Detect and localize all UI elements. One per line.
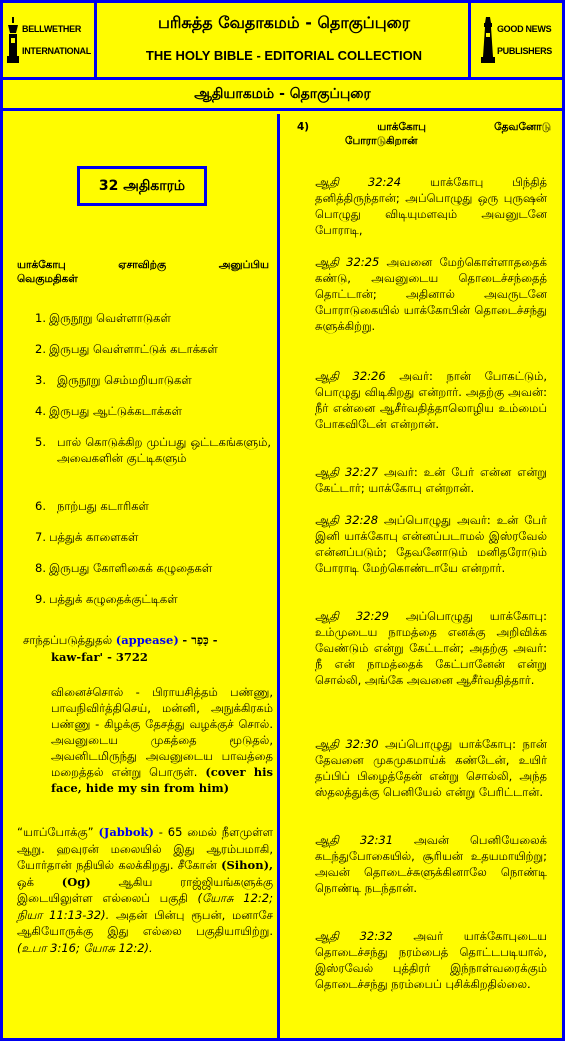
lighthouse-icon	[481, 17, 495, 63]
wrestling-heading: 4) யாக்கோபு தேவனோடு போராடுகிறான்	[297, 121, 551, 147]
gift-heading-line2: வெகுமதிகள்	[17, 273, 78, 285]
bellwether-logo	[3, 3, 97, 77]
gift-heading-line1: யாக்கோபு ஏசாவிற்கு அனுப்பிய	[17, 259, 269, 271]
chapter-heading: 32 அதிகாரம்	[77, 166, 207, 206]
appease-definition	[23, 632, 273, 666]
verse: ஆதி 32:28 அப்பொழுது அவர்: உன் பேர் இனி யாக்கோபு என்னப்படாமல் இஸ்ரவேல் என்னப்படும்; தேவனோடும் மனிதரோடும் போராடி மேற்கொண்டாயே என்றார்.	[315, 513, 547, 575]
appease-meaning: வினைச்சொல் - பிராயசித்தம் பண்ணு, பாவநிவிர்த்திசெய், மன்னி, அநுக்கிரகம் பண்ணு - கிழக்கு தேசத்து வழக்குச் சொல். அவனுடைய முகத்தை மூடுதல், அவனிடமிருந்து அவனுடைய பாவத்தை மறைத்தல் என்று பொருள். (cover his face, hide my sin from him)	[51, 685, 274, 795]
verse-ref: ஆதி 32:28	[315, 513, 379, 527]
right-column	[283, 114, 562, 1038]
jabbok-note: “யாப்போக்கு” (Jabbok) - 65 மைல் நீளமுள்ள ஆறு. ஹவுரன் மலையில் இது ஆரம்பமாகி, யோர்தான் நதியில் கலக்கிறது. சீகோன் (Sihon), ஒக் (Og) ஆகிய ராஜ்ஜியங்களுக்கு இடையிலுள்ள எல்லைப் பகுதி (யோசு 12:2; நியா 11:13-32). அதன் பின்பு ரூபன், மனாசே ஆகியோருக்கு இது எல்லை பகுதியாயிற்று. (உபா 3:16; யோசு 12:2).	[17, 825, 274, 955]
logo-left-line2: INTERNATIONAL	[22, 46, 91, 56]
title-tamil: பரிசுத்த வேதாகமம் - தொகுப்புரை	[157, 13, 411, 32]
appease-word: (appease)	[115, 633, 179, 647]
good-news-logo	[468, 3, 562, 77]
jabbok-ref-2: (உபா 3:16; யோசு 12:2).	[17, 940, 153, 955]
book-title: ஆதியாகமம் - தொகுப்புரை	[3, 77, 562, 111]
header	[3, 3, 562, 77]
appease-transliteration: kaw-far' - 3722	[51, 650, 148, 664]
title-block	[100, 3, 468, 77]
verse: ஆதி 32:29 அப்பொழுது யாக்கோபு: உம்முடைய நாமத்தை எனக்கு அறிவிக்க வேண்டும் என்று கேட்டான்; அதற்கு அவர்: நீ என் நாமத்தைக் கேட்பானேன் என்று சொல்லி, அங்கே அவனை ஆசீர்வதித்தார்.	[315, 609, 547, 687]
gift-heading	[17, 258, 269, 286]
verse-ref: ஆதி 32:29	[315, 609, 389, 623]
verse: ஆதி 32:24 யாக்கோபு பிந்தித் தனித்திருந்தான்; அப்பொழுது ஒரு புருஷன் பொழுது விடியுமளவும் அவனுடனே போராடி,	[315, 175, 548, 237]
logo-left-line1: BELLWETHER	[22, 24, 82, 34]
verse: ஆதி 32:31 அவன் பெனியேலைக் கடந்துபோகையில், சூரியன் உதயமாயிற்று; அவன் தொடைச்சுளுக்கினாலே நொண்டி நொண்டி நடந்தான்.	[315, 833, 548, 895]
verse-ref: ஆதி 32:30	[315, 737, 379, 751]
jabbok-ref-1: (யோசு 12:2; நியா 11:13-32).	[17, 891, 273, 922]
left-column: 32 அதிகாரம் யாக்கோபு ஏசாவிற்கு அனுப்பிய வெகுமதிகள் 1. இருநூறு வெள்ளாடுகள் 2. இருபது வெள்ளாட்டுக் கடாக்கள் 3. இருநூறு செம்மறியாடுகள் 4. இருபது ஆட்டுக்கடாக்கள் 5. பால் கொடுக்கிற முப்பது ஒட்டகங்களும், அவைகளின் குட்டிகளும் 6. நாற்பது கடாரிகள் 7. பத்துக் காளைகள் 8. இருபது கோளிகைக் கழுதைகள் 9. பத்துக் கழுதைக்குட்டிகள் சாந்தப்படுத்துதல் (appease) - כָּפַר - kaw-far' - 3722 வினைச்சொல் - பிராயசித்தம் பண்ணு, பாவநிவிர்த்திசெய், மன்னி, அநுக்கிரகம் பண்ணு - கிழக்கு தேசத்து வழக்குச் சொல். அவனுடைய முகத்தை மூடுதல், அவனிடமிருந்து அவனுடைய பாவத்தை மறைத்தல் என்று பொருள். (cover his face, hide my sin from him) “யாப்போக்கு” (Jabbok) - 65 மைல் நீளமுள்ள ஆறு. ஹவுரன் மலையில் இது ஆரம்பமாகி, யோர்தான் நதியில் கலக்கிறது. சீகோன் (Sihon), ஒக் (Og) ஆகிய ராஜ்ஜியங்களுக்கு இடையிலுள்ள எல்லைப் பகுதி (யோசு 12:2; நியா 11:13-32). அதன் பின்பு ரூபன், மனாசே ஆகியோருக்கு இது எல்லை பகுதியாயிற்று. (உபா 3:16; யோசு 12:2).	[3, 114, 280, 1038]
logo-right-line2: PUBLISHERS	[496, 46, 552, 56]
logo-right-line1: GOOD NEWS	[496, 24, 552, 34]
verse-ref: ஆதி 32:26	[315, 369, 386, 383]
verse-ref: ஆதி 32:24	[315, 175, 402, 189]
sihon-word: (Sihon),	[221, 858, 274, 872]
bell-tower-icon	[6, 17, 20, 63]
verse: ஆதி 32:32 அவர் யாக்கோபுடைய தொடைச்சந்து நரம்பைத் தொட்டபடியால், இஸ்ரவேல் புத்திரர் இந்நாள்வரைக்கும் தொடைச்சந்து நரம்பைப் புசிக்கிறதில்லை.	[315, 929, 547, 991]
verse-ref: ஆதி 32:31	[315, 833, 394, 847]
og-word: (Og)	[61, 874, 91, 889]
verse: ஆதி 32:27 அவர்: உன் பேர் என்ன என்று கேட்டார்; யாக்கோபு என்றான்.	[315, 465, 548, 495]
verse-ref: ஆதி 32:25	[315, 255, 380, 269]
verse: ஆதி 32:25 அவனை மேற்கொள்ளாததைக் கண்டு, அவனுடைய தொடைச்சந்தைத் தொட்டான்; அதினால் அவருடனே போராடுகையில் யாக்கோபின் தொடைச்சந்து சுளுக்கிற்று.	[315, 255, 547, 333]
appease-hebrew: - כָּפַר -	[182, 633, 218, 647]
appease-prefix: சாந்தப்படுத்துதல்	[23, 633, 113, 647]
title-english: THE HOLY BIBLE - EDITORIAL COLLECTION	[145, 48, 423, 63]
verse: ஆதி 32:30 அப்பொழுது யாக்கோபு: நான் தேவனை முகமுகமாய்க் கண்டேன், உயிர் தப்பிப் பிழைத்தேன் என்று சொல்லி, அந்த ஸ்தலத்துக்கு பெனியேல் என்று பேரிட்டான்.	[315, 737, 547, 799]
verse-ref: ஆதி 32:27	[315, 465, 379, 479]
verse: ஆதி 32:26 அவர்: நான் போகட்டும், பொழுது விடிகிறது என்றார். அதற்கு அவன்: நீர் என்னை ஆசீர்வதித்தாலொழிய உம்மைப் போகவிடேன் என்றான்.	[315, 369, 548, 431]
appease-meaning-english: (cover his face, hide my sin from him)	[51, 765, 274, 795]
heading-number: 4)	[297, 121, 310, 133]
verse-ref: ஆதி 32:32	[315, 929, 393, 943]
jabbok-word: (Jabbok)	[98, 825, 154, 839]
